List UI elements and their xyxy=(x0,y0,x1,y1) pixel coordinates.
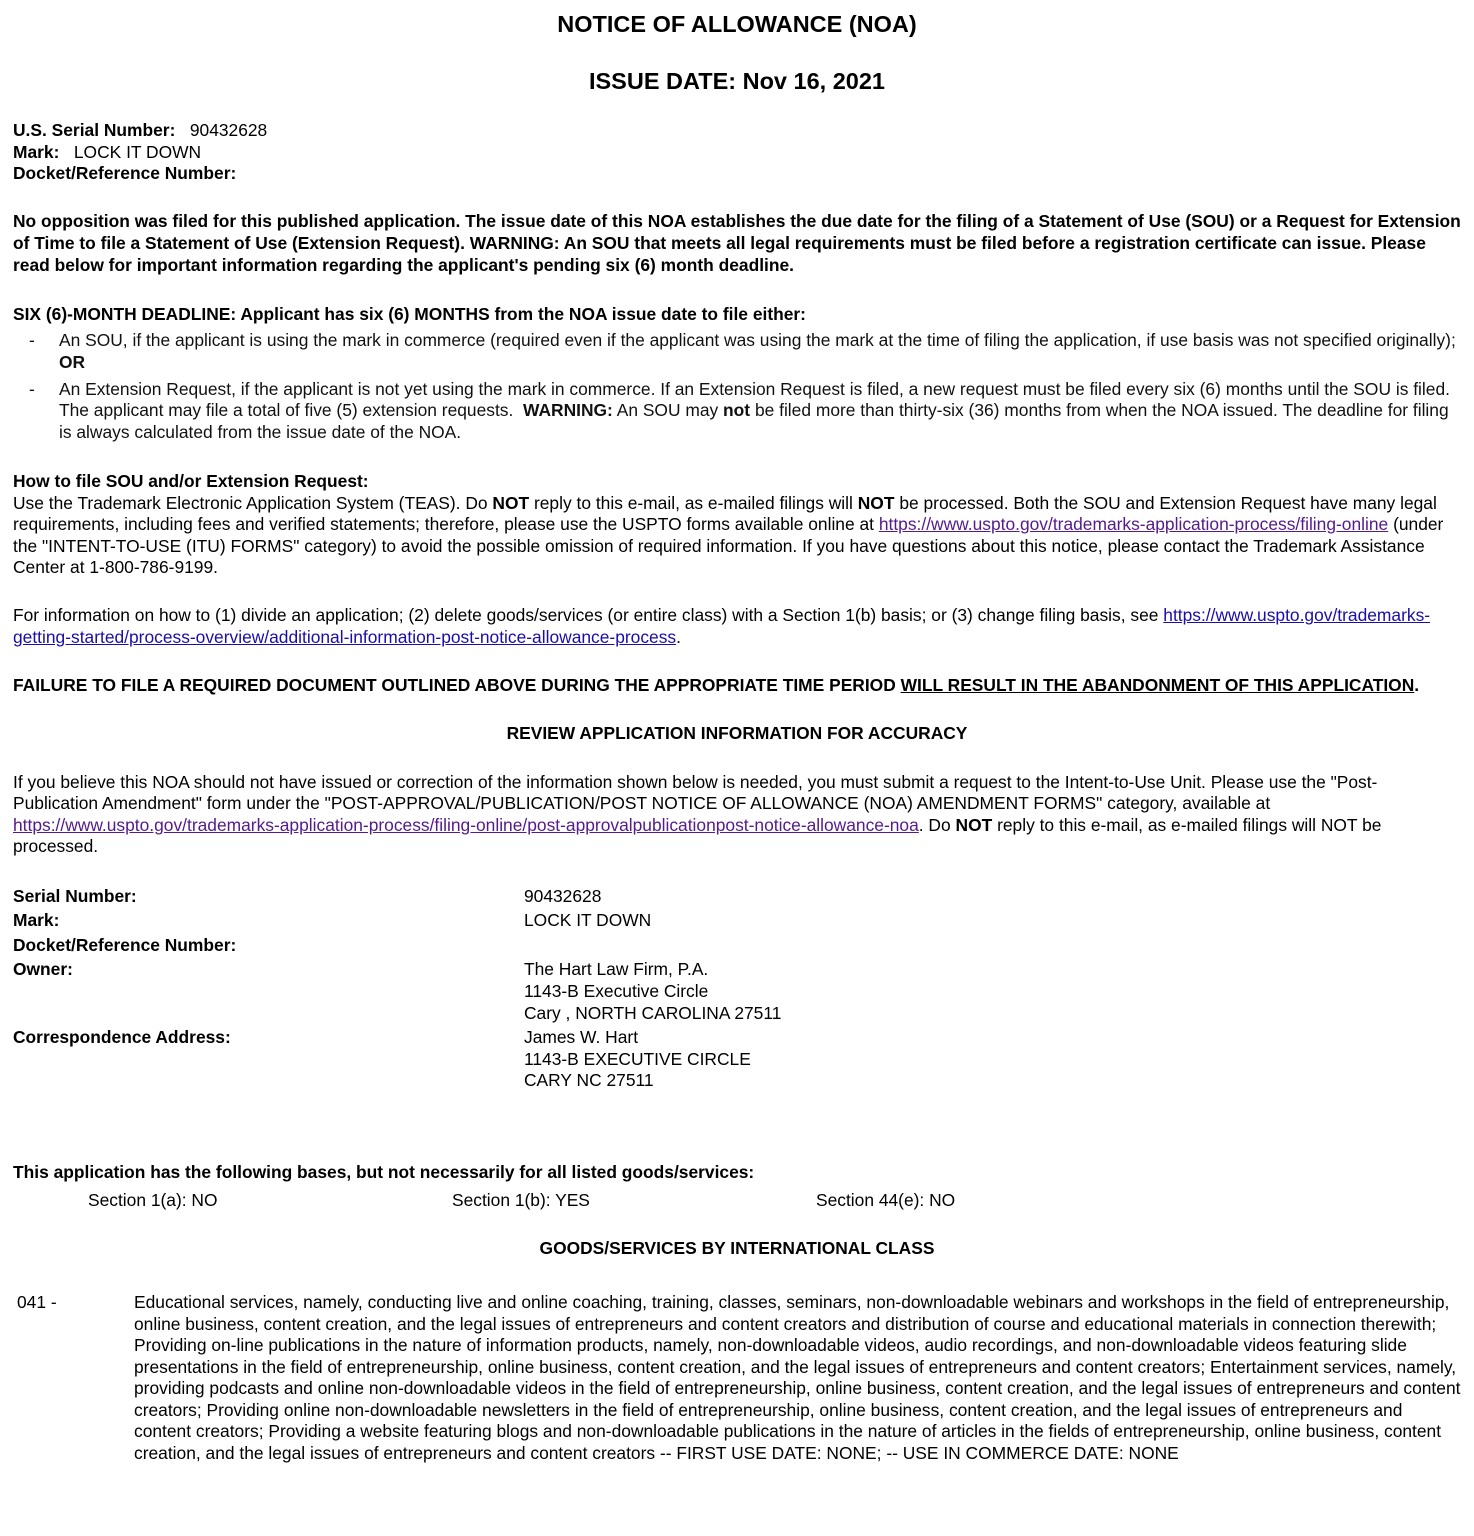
detail-docket-label: Docket/Reference Number: xyxy=(13,934,237,955)
detail-mark-value: LOCK IT DOWN xyxy=(524,910,652,931)
application-details xyxy=(13,886,1461,1092)
basis-1a: Section 1(a): NO xyxy=(88,1189,218,1210)
bases-heading: This application has the following bases, but not necessarily for all listed goods/services: xyxy=(13,1161,755,1182)
deadline-item-sou: - An SOU, if the applicant is using the mark in commerce (required even if the applicant was using the mark at the time of filing the application, if use basis was not specified originally); OR xyxy=(29,330,1456,372)
goods-description: Educational services, namely, conducting live and online coaching, training, classes, seminars, non-downloadable webinars and workshops in the field of entrepreneurship, online business, content creation, and the legal issues of entrepreneurs and content creators and distribution of course and educational materials in connection therewith; Providing on-line publications in the nature of information products, namely, non-downloadable videos, audio recordings, and non-downloadable videos featuring slide presentations in the field of entrepreneurship, online business, content creation, and the legal issues of entrepreneurs and content creators; Entertainment services, namely, providing podcasts and online non-downloadable videos in the field of entrepreneurship, online business, content creation, and the legal issues of entrepreneurs and content creators; Providing online non-downloadable newsletters in the field of entrepreneurship, online business, content creation, and the legal issues of entrepreneurs and content creators; Providing a website featuring blogs and non-downloadable publications in the nature of articles in the fields of entrepreneurship, online business, content creation, and the legal issues of entrepreneurs and content creators -- FIRST USE DATE: NONE; -- USE IN COMMERCE DATE: NONE xyxy=(134,1291,1461,1464)
amendment-forms-link[interactable]: https://www.uspto.gov/trademarks-application-process/filing-online/post-approvalpublicationpost-notice-allowance-noa xyxy=(13,814,919,835)
detail-mark-label: Mark: xyxy=(13,910,60,931)
goods-services-entry xyxy=(13,1292,1461,1465)
deadline-item-extension: - An Extension Request, if the applicant is not yet using the mark in commerce. If an Extension Request is filed, a new request must be filed every six (6) months until the SOU is filed. The applicant may file a total of five (5) extension requests. WARNING: An SOU may not be filed more than thirty-six (36) months from when the NOA issued. The deadline for filing is always calculated from the issue date of the NOA. xyxy=(29,378,1450,442)
failure-warning: FAILURE TO FILE A REQUIRED DOCUMENT OUTLINED ABOVE DURING THE APPROPRIATE TIME PERIOD WILL RESULT IN THE ABANDONMENT OF THIS APPLICATION. xyxy=(13,675,1420,696)
mark-label: Mark: xyxy=(13,141,60,162)
howto-paragraph: Use the Trademark Electronic Application System (TEAS). Do NOT reply to this e-mail, as e-mailed filings will NOT be processed. Both the SOU and Extension Request have many legal requirements, including fees and verified statements; therefore, please use the USPTO forms available online at https://www.uspto.gov/trademarks-application-process/filing-online (under the "INTENT-TO-USE (ITU) FORMS" category) to avoid the possible omission of required information. If you have questions about this notice, please contact the Trademark Assistance Center at 1-800-786-9199. xyxy=(13,492,1444,578)
review-paragraph: If you believe this NOA should not have issued or correction of the information shown below is needed, you must submit a request to the Intent-to-Use Unit. Please use the "Post-Publication Amendment" form under the "POST-APPROVAL/PUBLICATION/POST NOTICE OF ALLOWANCE (NOA) AMENDMENT FORMS" category, available at https://www.uspto.gov/trademarks-application-process/filing-online/post-approvalpublicationpost-notice-allowance-noa. Do NOT reply to this e-mail, as e-mailed filings will NOT be processed. xyxy=(13,771,1382,857)
detail-owner-value: The Hart Law Firm, P.A. 1143-B Executive Circle Cary , NORTH CAROLINA 27511 xyxy=(524,959,782,1023)
summary-block xyxy=(13,120,1461,185)
howto-heading: How to file SOU and/or Extension Request: xyxy=(13,470,369,491)
filing-online-link[interactable]: https://www.uspto.gov/trademarks-application-process/filing-online xyxy=(878,514,1389,535)
mark-value: LOCK IT DOWN xyxy=(73,141,202,162)
intro-paragraph: No opposition was filed for this published application. The issue date of this NOA establishes the due date for the filing of a Statement of Use (SOU) or a Request for Extension of Time to file a Statement of Use (Extension Request). WARNING: An SOU that meets all legal requirements must be filed before a registration certificate can issue. Please read below for important information regarding the applicant's pending six (6) month deadline. xyxy=(13,211,1461,275)
international-class: 041 - xyxy=(17,1291,57,1312)
detail-serial-value: 90432628 xyxy=(524,885,602,906)
notice-title: NOTICE OF ALLOWANCE (NOA) xyxy=(557,11,917,37)
basis-1b: Section 1(b): YES xyxy=(452,1189,590,1210)
review-heading: REVIEW APPLICATION INFORMATION FOR ACCURACY xyxy=(506,723,968,744)
goods-heading: GOODS/SERVICES BY INTERNATIONAL CLASS xyxy=(539,1237,935,1258)
info-paragraph: For information on how to (1) divide an application; (2) delete goods/services (or entire class) with a Section 1(b) basis; or (3) change filing basis, see https://www.uspto.gov/trademarks-getting-started/process-overview/additional-information-post-notice-allowance-process. xyxy=(13,605,1431,648)
howto-section xyxy=(13,471,1461,579)
basis-44e: Section 44(e): NO xyxy=(816,1189,956,1210)
detail-owner-label: Owner: xyxy=(13,959,73,980)
deadline-list xyxy=(13,330,1461,443)
issue-date: ISSUE DATE: Nov 16, 2021 xyxy=(588,68,886,94)
post-allowance-info-link[interactable]: https://www.uspto.gov/trademarks-getting-started/process-overview/additional-information-post-notice-allowance-process xyxy=(13,605,1431,648)
serial-value: 90432628 xyxy=(189,120,268,140)
detail-correspondence-label: Correspondence Address: xyxy=(13,1027,231,1048)
serial-label: U.S. Serial Number: xyxy=(13,120,176,140)
notice-document xyxy=(13,8,1461,1465)
detail-serial-label: Serial Number: xyxy=(13,885,137,906)
detail-correspondence-value: James W. Hart 1143-B EXECUTIVE CIRCLE CARY NC 27511 xyxy=(524,1027,751,1091)
docket-label: Docket/Reference Number: xyxy=(13,163,237,184)
bases-section xyxy=(13,1162,1461,1211)
deadline-heading: SIX (6)-MONTH DEADLINE: Applicant has six (6) MONTHS from the NOA issue date to file either: xyxy=(13,303,806,324)
